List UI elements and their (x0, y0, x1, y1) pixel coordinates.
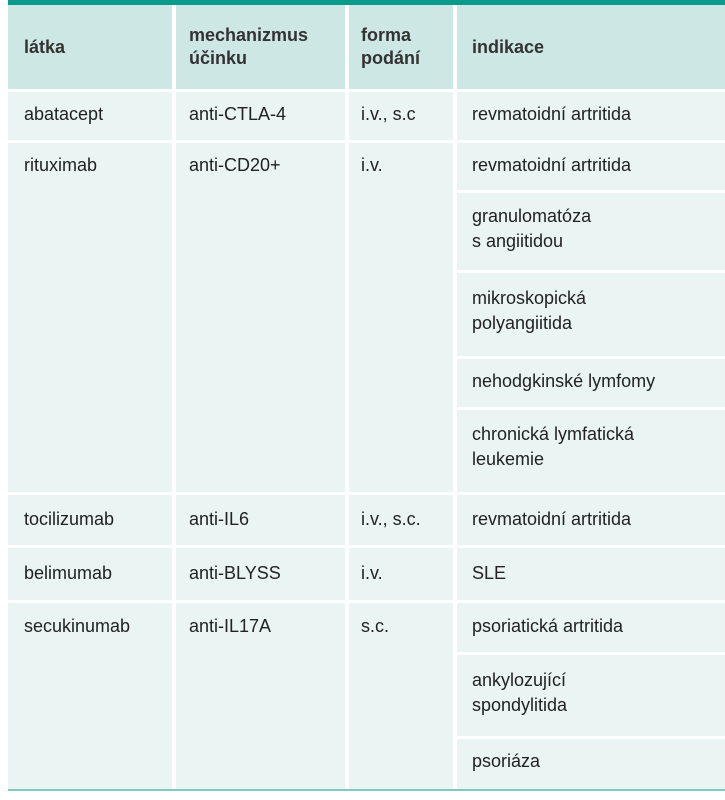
row-separator (8, 600, 725, 603)
cell-indikace: psoriatická artritida (472, 616, 624, 636)
subrow-separator (457, 190, 725, 193)
cell-indikace: nehodgkinské lymfomy (472, 371, 656, 391)
header-indikace: indikace (472, 37, 545, 57)
cell-mechanismus: anti-IL17A (189, 616, 272, 636)
cell-mechanismus: anti-CTLA-4 (189, 104, 287, 124)
cell-latka: belimumab (24, 563, 113, 583)
subrow-separator (457, 356, 725, 359)
row-separator (8, 492, 725, 495)
cell-indikace: chronická lymfatická leukemie (472, 424, 635, 469)
cell-forma: s.c. (361, 616, 390, 636)
cell-indikace: revmatoidní artritida (472, 155, 632, 175)
cell-indikace: revmatoidní artritida (472, 104, 632, 124)
header-forma: forma podání (361, 25, 420, 68)
subrow-separator (457, 652, 725, 655)
cell-indikace: ankylozující spondylitida (472, 670, 568, 715)
cell-indikace: psoriáza (472, 751, 541, 771)
cell-latka: abatacept (24, 104, 104, 124)
column-separator (453, 5, 457, 790)
cell-forma: i.v., s.c. (361, 509, 421, 529)
column-separator (172, 5, 176, 790)
column-separator (345, 5, 349, 790)
subrow-separator (457, 270, 725, 273)
cell-indikace: granulomatóza s angiitidou (472, 206, 592, 251)
subrow-separator (457, 736, 725, 739)
cell-latka: secukinumab (24, 616, 131, 636)
cell-mechanismus: anti-CD20+ (189, 155, 281, 175)
cell-forma: i.v. (361, 155, 383, 175)
header-latka: látka (24, 37, 66, 57)
cell-indikace: SLE (472, 563, 507, 583)
table-bottom-rule (8, 789, 725, 791)
cell-indikace: revmatoidní artritida (472, 509, 632, 529)
cell-latka: rituximab (24, 155, 98, 175)
subrow-separator (457, 407, 725, 410)
cell-mechanismus: anti-IL6 (189, 509, 250, 529)
cell-forma: i.v. (361, 563, 383, 583)
row-separator (8, 545, 725, 548)
cell-indikace: mikroskopická polyangiitida (472, 288, 587, 333)
cell-forma: i.v., s.c (361, 104, 416, 124)
cell-mechanismus: anti-BLYSS (189, 563, 281, 583)
row-separator (8, 140, 725, 143)
row-separator (8, 89, 725, 92)
header-mechanismus: mechanizmus účinku (189, 25, 309, 68)
cell-latka: tocilizumab (24, 509, 115, 529)
